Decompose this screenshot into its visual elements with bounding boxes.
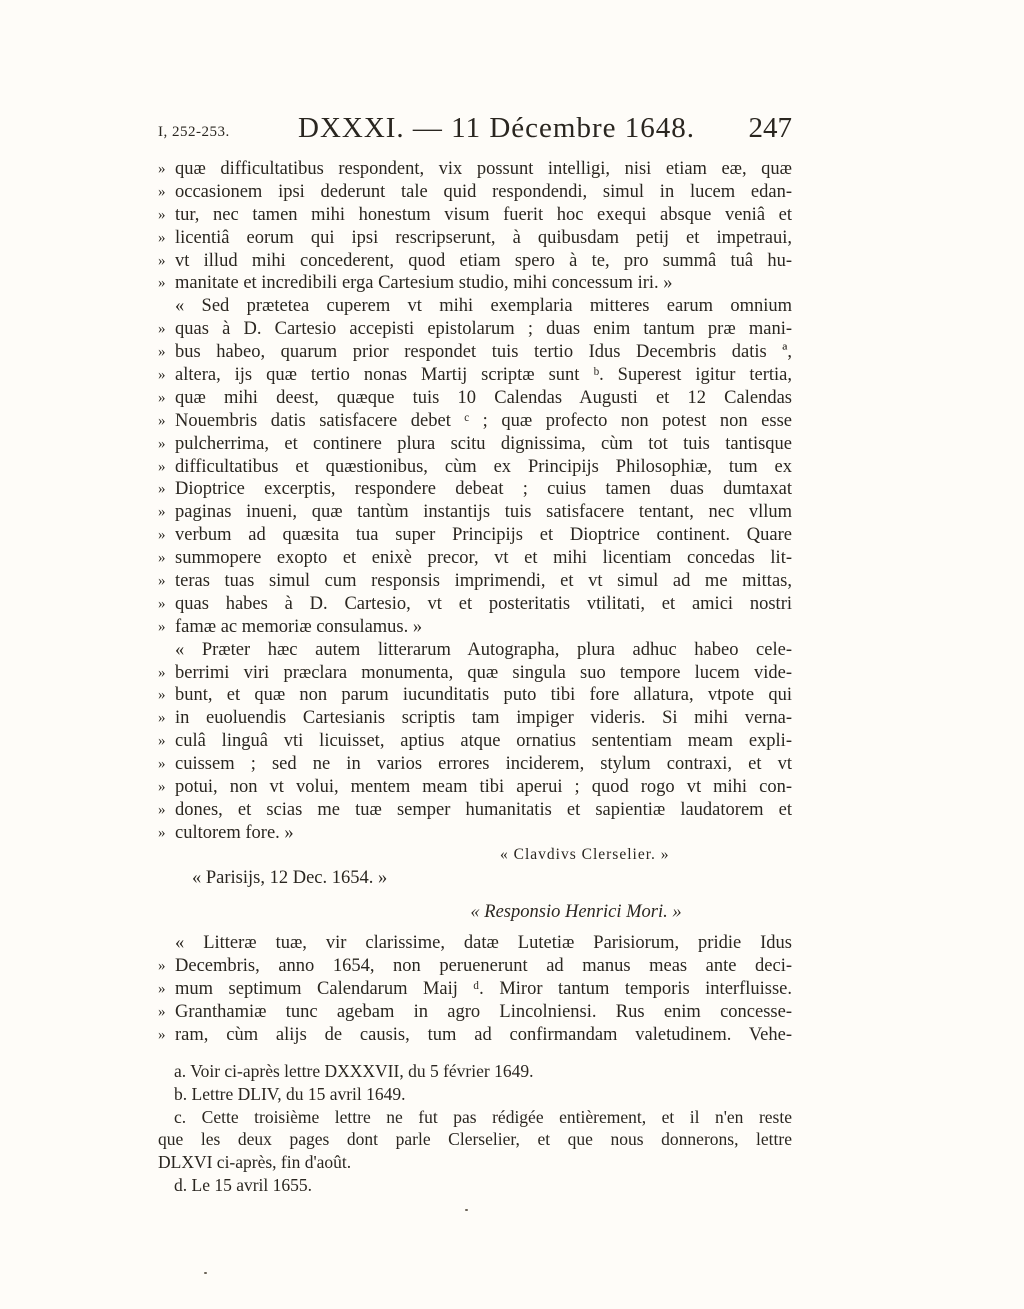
line-text: quæ difficultatibus respondent, vix possunt intelligi, nisi etiam eæ, quæ bbox=[175, 159, 792, 179]
quote-mark: » bbox=[158, 1026, 166, 1043]
line-text: in euoluendis Cartesianis scriptis tam impiger videris. Si mihi verna- bbox=[175, 708, 792, 729]
text-line bbox=[158, 730, 792, 753]
footnote-text: b. Lettre DLIV, du 15 avril 1649. bbox=[174, 1083, 406, 1104]
quote-mark: » bbox=[158, 595, 166, 612]
line-text: mum septimum Calendarum Maij ᵈ. Miror tantum temporis interfluisse. bbox=[175, 978, 792, 999]
line-text: dones, et scias me tuæ semper humanitatis et sapientiæ laudatorem et bbox=[175, 799, 792, 820]
quote-mark: » bbox=[158, 252, 166, 269]
quote-mark: » bbox=[158, 458, 166, 475]
quote-mark: » bbox=[158, 618, 166, 635]
quote-mark: » bbox=[158, 824, 166, 841]
text-line bbox=[158, 799, 792, 822]
text-line bbox=[158, 978, 792, 1001]
footnote-line bbox=[158, 1083, 792, 1106]
text-line bbox=[158, 204, 792, 227]
text-line bbox=[158, 272, 792, 295]
footnote-text: DLXVI ci-après, fin d'août. bbox=[158, 1152, 352, 1173]
footnote-line bbox=[158, 1128, 792, 1151]
text-line bbox=[158, 639, 792, 662]
quote-mark: » bbox=[158, 980, 166, 997]
quote-mark: » bbox=[158, 161, 166, 177]
response-heading: « Responsio Henrici Mori. » bbox=[470, 902, 682, 922]
line-text: culâ linguâ vti licuisset, aptius atque ornatius sententiam meam expli- bbox=[175, 731, 792, 752]
quote-mark: » bbox=[158, 481, 166, 498]
line-text: bunt, et quæ non parum iucunditatis puto tibi fore allatura, vtpote qui bbox=[175, 685, 792, 706]
footnote-text: c. Cette troisième lettre ne fut pas rédigée entièrement, et il n'en reste bbox=[174, 1106, 792, 1127]
response-body bbox=[158, 932, 792, 1046]
text-line bbox=[158, 684, 792, 707]
text-line bbox=[158, 181, 792, 204]
text-line bbox=[158, 250, 792, 273]
page-number: 247 bbox=[748, 112, 792, 144]
quote-mark: » bbox=[158, 344, 166, 361]
quote-mark: » bbox=[158, 733, 166, 750]
text-line bbox=[158, 662, 792, 685]
quote-mark: » bbox=[158, 664, 166, 681]
print-speck bbox=[204, 1272, 207, 1274]
line-text: Granthamiæ tunc agebam in agro Lincolniensi. Rus enim concesse- bbox=[175, 1001, 792, 1022]
line-text: quas à D. Cartesio accepisti epistolarum ; duas enim tantum præ mani- bbox=[175, 319, 792, 340]
quote-mark: » bbox=[158, 412, 166, 429]
line-text: quæ mihi deest, quæque tuis 10 Calendas Augusti et 12 Calendas bbox=[175, 387, 792, 408]
line-text: cuissem ; sed ne in varios errores inciderem, stylum contraxi, et vt bbox=[175, 754, 792, 775]
quote-mark: » bbox=[158, 801, 166, 818]
text-line bbox=[158, 456, 792, 479]
quote-mark: » bbox=[158, 206, 166, 223]
letter-body bbox=[158, 158, 792, 845]
quote-mark: » bbox=[158, 573, 166, 590]
text-line bbox=[158, 410, 792, 433]
quote-mark: » bbox=[158, 275, 166, 292]
line-text: famæ ac memoriæ consulamus. » bbox=[175, 616, 423, 637]
text-line bbox=[158, 524, 792, 547]
text-line bbox=[158, 616, 792, 639]
text-line bbox=[158, 341, 792, 364]
text-line bbox=[158, 387, 792, 410]
text-line bbox=[158, 1024, 792, 1047]
text-line bbox=[158, 1001, 792, 1024]
text-line bbox=[158, 364, 792, 387]
line-text: « Litteræ tuæ, vir clarissime, datæ Lutetiæ Parisiorum, pridie Idus bbox=[175, 933, 792, 953]
footnote-line bbox=[158, 1060, 792, 1083]
line-text: cultorem fore. » bbox=[175, 822, 294, 843]
quote-mark: » bbox=[158, 756, 166, 773]
signature: « Clavdivs Clerselier. » bbox=[500, 846, 670, 863]
text-line bbox=[158, 433, 792, 456]
footnote-line bbox=[158, 1106, 792, 1129]
quote-mark: » bbox=[158, 504, 166, 521]
quote-mark: » bbox=[158, 957, 166, 974]
print-speck bbox=[465, 1209, 468, 1211]
text-line bbox=[158, 501, 792, 524]
line-text: « Præter hæc autem litterarum Autographa, plura adhuc habeo cele- bbox=[175, 639, 792, 660]
line-text: tur, nec tamen mihi honestum visum fuerit hoc exequi absque veniâ et bbox=[175, 204, 792, 225]
text-line bbox=[158, 570, 792, 593]
line-text: summopere exopto et enixè precor, vt et mihi licentiam concedas lit- bbox=[175, 548, 792, 569]
line-text: teras tuas simul cum responsis imprimendi, et vt simul ad me mittas, bbox=[175, 571, 792, 592]
header-reference: I, 252-253. bbox=[158, 124, 230, 140]
quote-mark: » bbox=[158, 389, 166, 406]
quote-mark: » bbox=[158, 779, 166, 796]
line-text: « Sed prætetea cuperem vt mihi exemplaria mitteres earum omnium bbox=[175, 296, 792, 317]
text-line bbox=[158, 158, 792, 181]
text-line bbox=[158, 318, 792, 341]
quote-mark: » bbox=[158, 687, 166, 704]
footnote-line bbox=[158, 1151, 792, 1174]
line-text: Decembris, anno 1654, non peruenerunt ad manus meas ante deci- bbox=[175, 955, 792, 976]
line-text: occasionem ipsi dederunt tale quid respondendi, simul in lucem edan- bbox=[175, 181, 792, 202]
line-text: berrimi viri præclara monumenta, quæ singula suo tempore lucem vide- bbox=[175, 662, 792, 683]
line-text: Nouembris datis satisfacere debet ᶜ ; quæ profecto non potest non esse bbox=[175, 410, 792, 431]
footnote-text: que les deux pages dont parle Clerselier, et que nous donnerons, lettre bbox=[158, 1129, 792, 1150]
line-text: quas habes à D. Cartesio, vt et posteritatis vtilitati, et amici nostri bbox=[175, 593, 792, 614]
line-text: difficultatibus et quæstionibus, cùm ex Principijs Philosophiæ, tum ex bbox=[175, 456, 792, 477]
line-text: bus habeo, quarum prior respondet tuis tertio Idus Decembris datis ª, bbox=[175, 342, 792, 363]
line-text: licentiâ eorum qui ipsi rescripserunt, à quibusdam petij et impetraui, bbox=[175, 227, 792, 248]
text-line bbox=[158, 295, 792, 318]
line-text: potui, non vt volui, mentem meam tibi aperui ; quod rogo vt mihi con- bbox=[175, 777, 792, 798]
line-text: ram, cùm alijs de causis, tum ad confirmandam valetudinem. Vehe- bbox=[175, 1024, 792, 1045]
quote-mark: » bbox=[158, 321, 166, 338]
line-text: verbum ad quæsita tua super Principijs et Dioptrice continent. Quare bbox=[175, 525, 792, 546]
footnotes bbox=[158, 1060, 792, 1197]
line-text: manitate et incredibili erga Cartesium studio, mihi concessum iri. » bbox=[175, 273, 673, 294]
quote-mark: » bbox=[158, 1003, 166, 1020]
line-text: vt illud mihi concederent, quod etiam spero à te, pro summâ tuâ hu- bbox=[175, 250, 792, 271]
text-line bbox=[158, 707, 792, 730]
line-text: altera, ijs quæ tertio nonas Martij scriptæ sunt ᵇ. Superest igitur tertia, bbox=[175, 365, 792, 386]
header-title: DXXXI. — 11 Décembre 1648. bbox=[298, 112, 695, 144]
running-header bbox=[158, 112, 792, 152]
footnote-line bbox=[158, 1174, 792, 1197]
quote-mark: » bbox=[158, 183, 166, 200]
quote-mark: » bbox=[158, 367, 166, 384]
text-line bbox=[158, 227, 792, 250]
quote-mark: » bbox=[158, 550, 166, 567]
text-line bbox=[158, 822, 792, 845]
quote-mark: » bbox=[158, 229, 166, 246]
text-line bbox=[158, 955, 792, 978]
text-line bbox=[158, 547, 792, 570]
line-text: pulcherrima, et continere plura scitu dignissima, cùm tot tuis tantisque bbox=[175, 433, 792, 454]
text-line bbox=[158, 478, 792, 501]
line-text: Dioptrice excerptis, respondere debeat ; cuius tamen duas dumtaxat bbox=[175, 479, 792, 500]
quote-mark: » bbox=[158, 710, 166, 727]
quote-mark: » bbox=[158, 527, 166, 544]
quote-mark: » bbox=[158, 435, 166, 452]
footnote-text: d. Le 15 avril 1655. bbox=[174, 1174, 313, 1195]
text-line bbox=[158, 932, 792, 955]
text-line bbox=[158, 593, 792, 616]
date-line: « Parisijs, 12 Dec. 1654. » bbox=[192, 868, 388, 888]
text-line bbox=[158, 776, 792, 799]
footnote-text: a. Voir ci-après lettre DXXXVII, du 5 février 1649. bbox=[174, 1061, 534, 1081]
text-line bbox=[158, 753, 792, 776]
line-text: paginas inueni, quæ tantùm instantijs tuis satisfacere tentant, nec vllum bbox=[175, 502, 792, 523]
